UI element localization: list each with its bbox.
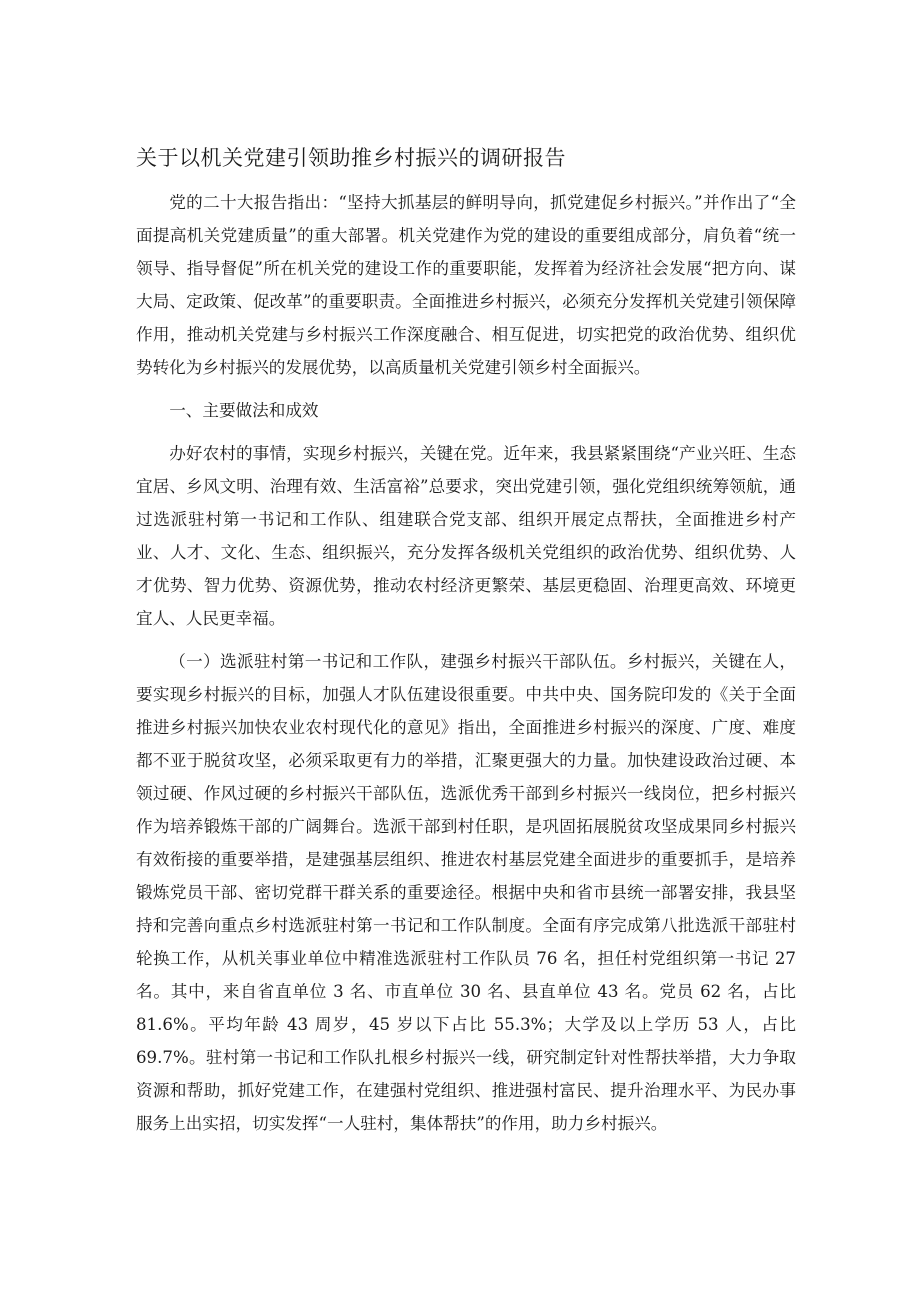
intro-paragraph: 党的二十大报告指出：“坚持大抓基层的鲜明导向，抓党建促乡村振兴。”并作出了“全面提高机关党建质量”的重大部署。机关党建作为党的建设的重要组成部分，肩负着“统一领导、指导督促”所在机关党的建设工作的重要职能，发挥着为经济社会发展“把方向、谋大局、定政策、促改革”的重要职责。全面推进乡村振兴，必须充分发挥机关党建引领保障作用，推动机关党建与乡村振兴工作深度融合、相互促进，切实把党的政治优势、组织优势转化为乡村振兴的发展优势，以高质量机关党建引领乡村全面振兴。 [136, 193, 796, 377]
subsection-paragraph: （一）选派驻村第一书记和工作队，建强乡村振兴干部队伍。乡村振兴，关键在人，要实现乡村振兴的目标，加强人才队伍建设很重要。中共中央、国务院印发的《关于全面推进乡村振兴加快农业农村现代化的意见》指出，全面推进乡村振兴的深度、广度、难度都不亚于脱贫攻坚，必须采取更有力的举措，汇聚更强大的力量。加快建设政治过硬、本领过硬、作风过硬的乡村振兴干部队伍，选派优秀干部到乡村振兴一线岗位，把乡村振兴作为培养锻炼干部的广阔舞台。选派干部到村任职，是巩固拓展脱贫攻坚成果同乡村振兴有效衔接的重要举措，是建强基层组织、推进农村基层党建全面进步的重要抓手，是培养锻炼党员干部、密切党群干群关系的重要途径。根据中央和省市县统一部署安排，我县坚持和完善向重点乡村选派驻村第一书记和工作队制度。全面有序完成第八批选派干部驻村轮换工作，从机关事业单位中精准选派驻村工作队员 76 名，担任村党组织第一书记 27 名。其中，来自省直单位 3 名、市直单位 30 名、县直单位 43 名。党员 62 名，占比 81.6%。平均年龄 43 周岁，45 岁以下占比 55.3%；大学及以上学历 53 人，占比 69.7%。驻村第一书记和工作队扎根乡村振兴一线，研究制定针对性帮扶举措，大力争取资源和帮助，抓好党建工作，在建强村党组织、推进强村富民、提升治理水平、为民办事服务上出实招，切实发挥“一人驻村，集体帮扶”的作用，助力乡村振兴。 [136, 652, 796, 1133]
section-heading: 一、主要做法和成效 [169, 401, 319, 420]
document-page [136, 138, 796, 1150]
document-title: 关于以机关党建引领助推乡村振兴的调研报告 [136, 146, 566, 170]
section-paragraph: 办好农村的事情，实现乡村振兴，关键在党。近年来，我县紧紧围绕“产业兴旺、生态宜居、乡风文明、治理有效、生活富裕”总要求，突出党建引领，强化党组织统筹领航，通过选派驻村第一书记和工作队、组建联合党支部、组织开展定点帮扶，全面推进乡村产业、人才、文化、生态、组织振兴，充分发挥各级机关党组织的政治优势、组织优势、人才优势、智力优势、资源优势，推动农村经济更繁荣、基层更稳固、治理更高效、环境更宜人、人民更幸福。 [136, 444, 796, 628]
